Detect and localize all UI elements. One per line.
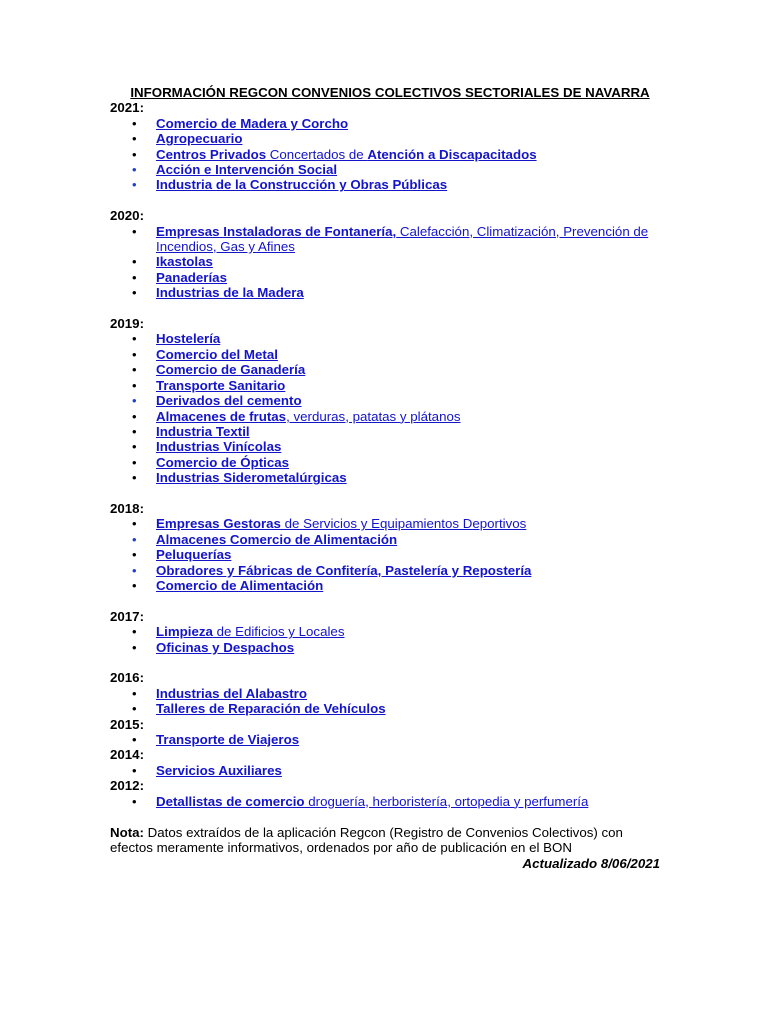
agreement-item [110, 224, 660, 255]
agreement-link[interactable] [156, 547, 231, 562]
agreement-name-bold: Almacenes Comercio de Alimentación [156, 531, 398, 547]
agreement-name-bold: Derivados del cemento [156, 393, 302, 409]
year-heading: 2020: [110, 208, 145, 224]
agreement-name-bold: Hostelería [156, 331, 221, 347]
agreement-name-bold: Comercio de Alimentación [156, 577, 324, 593]
agreement-list [110, 224, 660, 301]
agreement-link[interactable] [156, 424, 250, 439]
agreement-list [110, 794, 660, 809]
agreement-list [110, 116, 660, 193]
agreement-link[interactable] [156, 131, 242, 146]
agreement-name-bold: Industrias del Alabastro [156, 685, 307, 701]
agreement-link[interactable] [156, 409, 461, 424]
agreement-name-bold: Agropecuario [156, 131, 243, 147]
agreement-link[interactable] [156, 763, 282, 778]
agreement-link[interactable] [156, 116, 348, 131]
agreement-item [110, 254, 660, 269]
agreement-link[interactable] [156, 516, 526, 531]
agreement-list [110, 516, 660, 593]
agreement-item [110, 701, 660, 716]
agreement-item [110, 470, 660, 485]
year-heading: 2014: [110, 747, 145, 763]
agreement-name-bold: Industrias Siderometalúrgicas [156, 470, 347, 486]
agreement-item [110, 640, 660, 655]
agreement-list [110, 331, 660, 485]
year-heading: 2018: [110, 500, 145, 516]
agreement-item [110, 285, 660, 300]
agreement-item [110, 393, 660, 408]
agreement-item [110, 439, 660, 454]
agreement-link[interactable] [156, 285, 304, 300]
agreement-link[interactable] [156, 624, 344, 639]
note-paragraph [110, 825, 660, 856]
agreement-item [110, 732, 660, 747]
agreement-link[interactable] [156, 270, 227, 285]
agreement-link[interactable] [156, 701, 386, 716]
agreement-name-bold: Almacenes de frutas [156, 408, 287, 424]
agreement-item [110, 547, 660, 562]
agreement-name-bold: Empresas Instaladoras de Fontanería, [156, 223, 397, 239]
agreement-link[interactable] [156, 640, 294, 655]
agreement-link[interactable] [156, 732, 299, 747]
agreement-name-bold: Panaderías [156, 269, 227, 285]
note-text: Datos extraídos de la aplicación Regcon (Registro de Convenios Colectivos) con efectos meramente informativos, ordenados por año de publicación en el BON [110, 825, 623, 856]
agreement-name-bold: Industrias Vinícolas [156, 439, 282, 455]
agreement-name-bold: Peluquerías [156, 547, 232, 563]
agreement-name-bold: Comercio de Ópticas [156, 454, 290, 470]
agreement-name-bold: Limpieza [156, 624, 213, 640]
agreement-item [110, 147, 660, 162]
agreement-name-bold: Comercio de Ganadería [156, 362, 306, 378]
agreement-link[interactable] [156, 794, 588, 809]
agreement-item [110, 578, 660, 593]
agreement-link[interactable] [156, 162, 337, 177]
agreement-link[interactable] [156, 455, 289, 470]
agreement-name-bold: Oficinas y Despachos [156, 639, 295, 655]
agreement-name-bold: Obradores y Fábricas de Confitería, Pastelería y Repostería [156, 562, 532, 578]
agreement-link[interactable] [156, 177, 447, 192]
agreement-item [110, 347, 660, 362]
updated-date: Actualizado 8/06/2021 [522, 855, 660, 871]
year-heading: 2015: [110, 716, 145, 732]
agreement-item [110, 270, 660, 285]
agreement-list [110, 732, 660, 747]
agreement-list [110, 686, 660, 717]
agreement-name-bold: Transporte de Viajeros [156, 731, 300, 747]
section-spacer [110, 486, 660, 501]
agreement-item [110, 131, 660, 146]
agreement-name-bold: Acción e Intervención Social [156, 162, 338, 178]
agreement-name-detail: de Servicios y Equipamientos Deportivos [280, 516, 527, 532]
agreement-link[interactable] [156, 378, 285, 393]
agreement-link[interactable] [156, 147, 537, 162]
section-spacer [110, 301, 660, 316]
agreement-item [110, 162, 660, 177]
agreement-item [110, 516, 660, 531]
agreement-link[interactable] [156, 563, 531, 578]
agreement-link[interactable] [156, 393, 302, 408]
agreement-name-bold: Industrias de la Madera [156, 285, 304, 301]
agreement-name-detail: Concertados de [266, 146, 368, 162]
agreement-name-detail: , verduras, patatas y plátanos [286, 408, 461, 424]
agreement-item [110, 331, 660, 346]
section-spacer [110, 193, 660, 208]
agreement-name-bold: Atención a Discapacitados [367, 146, 537, 162]
agreement-item [110, 116, 660, 131]
year-heading: 2019: [110, 316, 145, 332]
year-heading: 2016: [110, 670, 145, 686]
agreement-name-bold: Centros Privados [156, 146, 267, 162]
agreement-name-detail: de Edificios y Locales [212, 624, 345, 640]
agreement-item [110, 409, 660, 424]
agreement-link[interactable] [156, 254, 213, 269]
agreement-name-bold: Empresas Gestoras [156, 516, 281, 532]
agreement-item [110, 686, 660, 701]
agreement-name-detail: Calefacción, Climatización, Prevención de Incendios, Gas y Afines [156, 223, 649, 255]
agreement-list [110, 624, 660, 655]
agreement-item [110, 362, 660, 377]
agreement-item [110, 378, 660, 393]
agreement-name-bold: Comercio del Metal [156, 346, 278, 362]
agreement-name-bold: Industria Textil [156, 423, 250, 439]
agreement-link[interactable] [156, 347, 278, 362]
agreement-list [110, 763, 660, 778]
agreement-name-bold: Ikastolas [156, 254, 213, 270]
agreement-link[interactable] [156, 470, 347, 485]
agreement-item [110, 624, 660, 639]
year-heading: 2021: [110, 100, 145, 116]
page-title: INFORMACIÓN REGCON CONVENIOS COLECTIVOS SECTORIALES DE NAVARRA [130, 85, 650, 100]
agreement-item [110, 794, 660, 809]
agreement-name-bold: Detallistas de comercio [156, 793, 305, 809]
section-spacer [110, 593, 660, 608]
agreement-item [110, 177, 660, 192]
agreement-name-bold: Talleres de Reparación de Vehículos [156, 701, 386, 717]
agreement-link[interactable] [156, 362, 305, 377]
agreement-item [110, 532, 660, 547]
agreement-link[interactable] [156, 686, 307, 701]
agreements-by-year [110, 100, 660, 809]
year-heading: 2017: [110, 608, 145, 624]
note-label: Nota: [110, 825, 144, 841]
year-heading: 2012: [110, 778, 145, 794]
agreement-item [110, 763, 660, 778]
agreement-name-bold: Transporte Sanitario [156, 377, 286, 393]
agreement-name-bold: Servicios Auxiliares [156, 762, 282, 778]
agreement-link[interactable] [156, 224, 648, 254]
agreement-link[interactable] [156, 439, 281, 454]
agreement-link[interactable] [156, 532, 397, 547]
document [110, 85, 660, 871]
agreement-link[interactable] [156, 578, 323, 593]
agreement-link[interactable] [156, 331, 220, 346]
agreement-item [110, 455, 660, 470]
section-spacer [110, 655, 660, 670]
agreement-item [110, 424, 660, 439]
agreement-name-bold: Comercio de Madera y Corcho [156, 115, 349, 131]
agreement-name-detail: droguería, herboristería, ortopedia y perfumería [304, 793, 589, 809]
agreement-name-bold: Industria de la Construcción y Obras Públicas [156, 177, 448, 193]
agreement-item [110, 563, 660, 578]
